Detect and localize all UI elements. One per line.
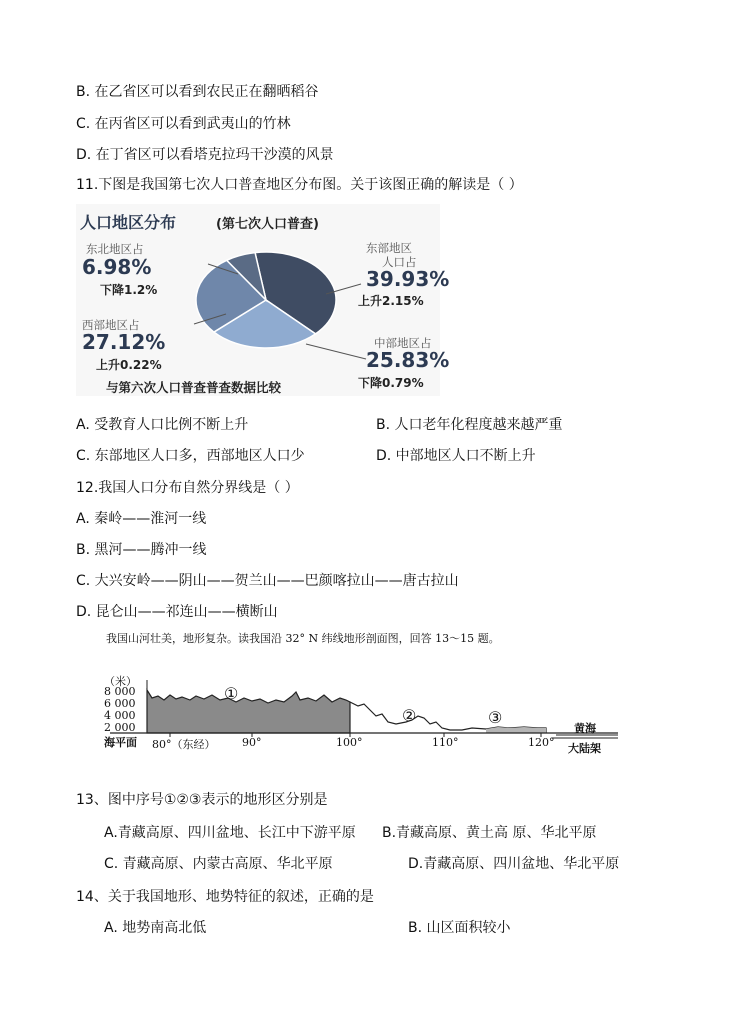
northeast-change: 下降1.2%: [100, 283, 158, 297]
sea-level-label: 海平面: [104, 736, 137, 749]
x-tick-120: 120°: [528, 736, 555, 749]
central-change: 下降0.79%: [358, 376, 424, 390]
west-change: 上升0.22%: [96, 358, 162, 372]
pie-title: 人口地区分布: [80, 213, 177, 232]
q11-option-b: B. 人口老年化程度越来越严重: [376, 417, 563, 433]
q11-option-c: C. 东部地区人口多，西部地区人口少: [76, 448, 305, 464]
east-label-b: 人口占: [382, 255, 417, 269]
q13-option-d: D.青藏高原、四川盆地、华北平原: [408, 856, 620, 872]
q14-stem: 14、关于我国地形、地势特征的叙述，正确的是: [76, 889, 374, 905]
q12-option-d: D. 昆仑山——祁连山——横断山: [76, 604, 278, 620]
x-tick-80: 80°（东经）: [152, 738, 216, 751]
y-tick-4000: 4 000: [104, 709, 136, 722]
central-value: 25.83%: [366, 348, 450, 372]
q10-option-d: D. 在丁省区可以看塔克拉玛干沙漠的风景: [76, 147, 334, 163]
q13-option-a: A.青藏高原、四川盆地、长江中下游平原: [104, 825, 356, 841]
east-label-a: 东部地区: [366, 241, 412, 255]
terrain-profile-diagram: [100, 676, 620, 766]
q11-stem: 11.下图是我国第七次人口普查地区分布图。关于该图正确的解读是（ ）: [76, 177, 523, 193]
y-tick-8000: 8 000: [104, 685, 136, 698]
q12-option-a: A. 秦岭——淮河一线: [76, 511, 207, 527]
q12-stem: 12.我国人口分布自然分界线是（ ）: [76, 480, 299, 496]
x-tick-90: 90°: [242, 736, 262, 749]
east-value: 39.93%: [366, 267, 450, 291]
northeast-label: 东北地区占: [86, 242, 144, 256]
q14-option-b: B. 山区面积较小: [408, 920, 511, 936]
profile-y-unit: （米）: [104, 675, 137, 688]
q10-option-b: B. 在乙省区可以看到农民正在翻晒稻谷: [76, 84, 319, 100]
x-tick-100: 100°: [336, 736, 363, 749]
q10-option-c: C. 在丙省区可以看到武夷山的竹林: [76, 116, 291, 132]
northeast-value: 6.98%: [82, 255, 152, 279]
q14-option-a: A. 地势南高北低: [104, 920, 207, 936]
y-tick-6000: 6 000: [104, 697, 136, 710]
west-label: 西部地区占: [82, 318, 140, 332]
west-value: 27.12%: [82, 330, 166, 354]
x-tick-110: 110°: [432, 736, 459, 749]
q13-option-c: C. 青藏高原、内蒙古高原、华北平原: [104, 856, 333, 872]
q12-option-c: C. 大兴安岭——阴山——贺兰山——巴颜喀拉山——唐古拉山: [76, 573, 459, 589]
q11-option-a: A. 受教育人口比例不断上升: [76, 417, 249, 433]
continental-shelf-label: 大陆架: [568, 742, 601, 755]
profile-svg: [100, 676, 620, 766]
marker-2: ②: [402, 706, 417, 725]
marker-1: ①: [224, 684, 239, 703]
q11-option-d: D. 中部地区人口不断上升: [376, 448, 536, 464]
yellow-sea-label: 黄海: [574, 722, 596, 735]
y-tick-2000: 2 000: [104, 721, 136, 734]
q13-stem: 13、图中序号①②③表示的地形区分别是: [76, 792, 328, 808]
q12-option-b: B. 黑河——腾冲一线: [76, 542, 207, 558]
profile-intro: 我国山河壮美，地形复杂。读我国沿 32° N 纬线地形剖面图，回答 13～15 题。: [106, 632, 500, 645]
pie-subtitle: (第七次人口普查): [216, 217, 319, 232]
east-change: 上升2.15%: [358, 294, 424, 308]
central-label: 中部地区占: [374, 336, 432, 350]
population-pie-chart: [76, 204, 450, 396]
pie-footer: 与第六次人口普查普查数据比较: [106, 380, 282, 395]
marker-3: ③: [488, 708, 503, 727]
q13-option-b: B.青藏高原、黄土高 原、华北平原: [382, 825, 597, 841]
plateau-shape: [147, 690, 350, 733]
